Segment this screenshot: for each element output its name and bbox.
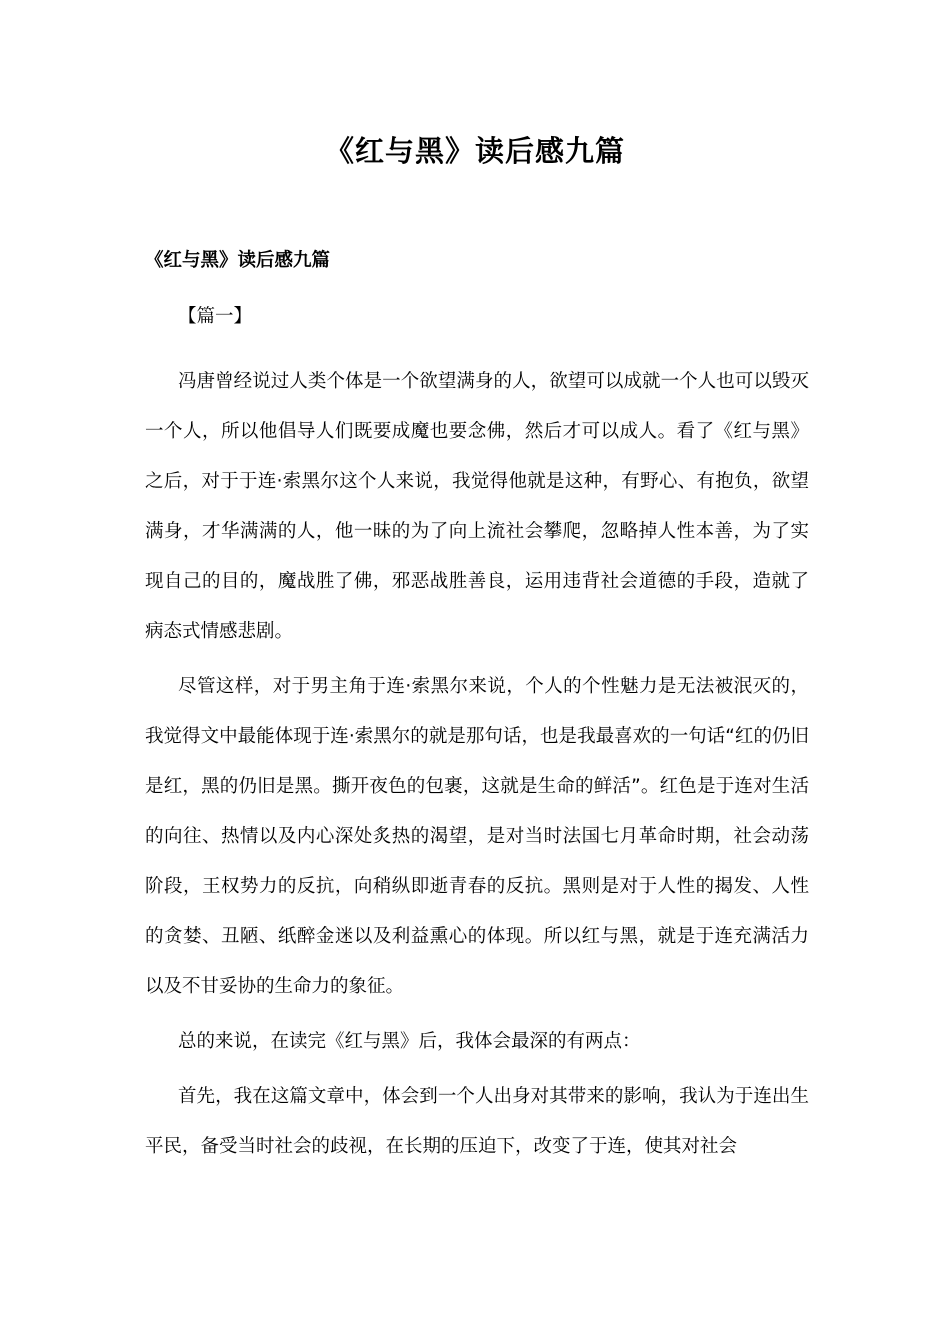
section-label: 【篇一】 xyxy=(178,306,253,327)
paragraph-3: 总的来说，在读完《红与黑》后，我体会最深的有两点： xyxy=(178,1031,641,1052)
document-subtitle: 《红与黑》读后感九篇 xyxy=(145,250,331,271)
document-body xyxy=(145,244,809,1177)
paragraph-4: 首先，我在这篇文章中，体会到一个人出身对其带来的影响，我认为于连出生平民，备受当时社会的歧视，在长期的压迫下，改变了于连，使其对社会 xyxy=(145,1086,809,1157)
paragraph-1: 冯唐曾经说过人类个体是一个欲望满身的人，欲望可以成就一个人也可以毁灭一个人，所以他倡导人们既要成魔也要念佛，然后才可以成人。看了《红与黑》之后，对于于连·索黑尔这个人来说，我觉得他就是这种，有野心、有抱负，欲望满身，才华满满的人，他一昧的为了向上流社会攀爬，忽略掉人性本善，为了实现自己的目的，魔战胜了佛，邪恶战胜善良，运用违背社会道德的手段，造就了病态式情感悲剧。 xyxy=(145,371,809,642)
document-title: 《红与黑》读后感九篇 xyxy=(324,134,625,168)
paragraph-2: 尽管这样，对于男主角于连·索黑尔来说，个人的个性魅力是无法被泯灭的，我觉得文中最能体现于连·索黑尔的就是那句话，也是我最喜欢的一句话“红的仍旧是红，黑的仍旧是黑。撕开夜色的包裹，这就是生命的鲜活”。红色是于连对生活的向往、热情以及内心深处炙热的渴望，是对当时法国七月革命时期，社会动荡阶段，王权势力的反抗，向稍纵即逝青春的反抗。黑则是对于人性的揭发、人性的贪婪、丑陋、纸醉金迷以及利益熏心的体现。所以红与黑，就是于连充满活力以及不甘妥协的生命力的象征。 xyxy=(145,676,809,997)
